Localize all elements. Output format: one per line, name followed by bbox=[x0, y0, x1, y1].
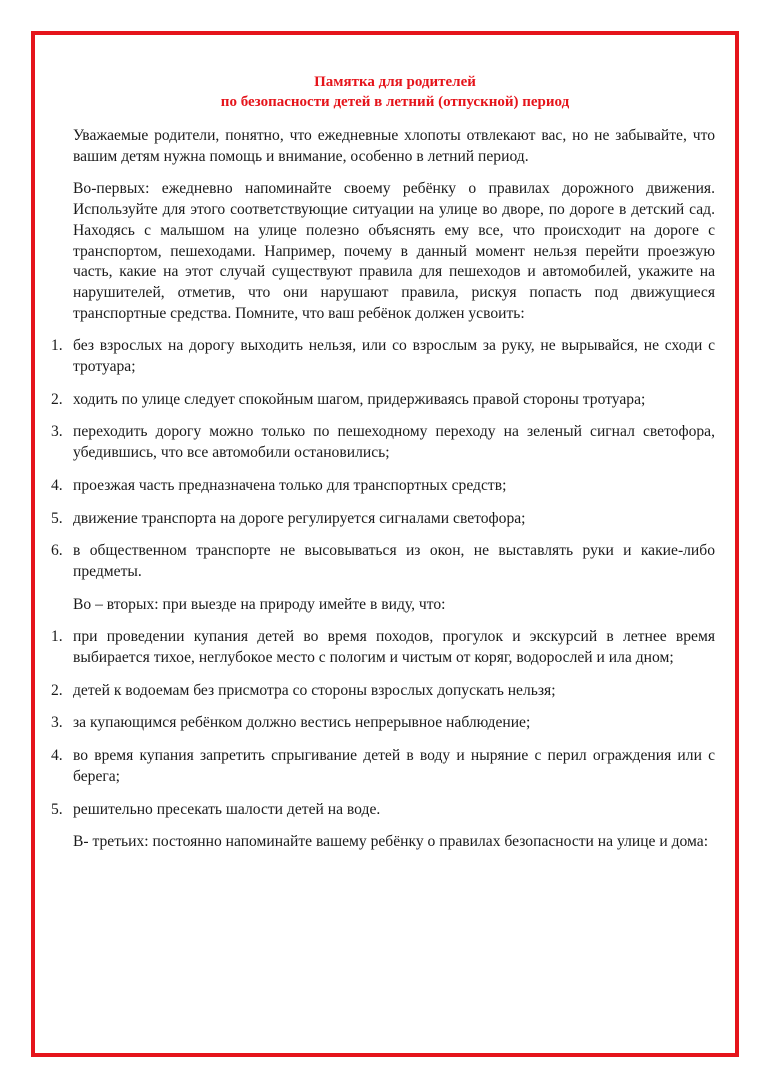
list-item: 5. движение транспорта на дороге регулируется сигналами светофора; bbox=[51, 509, 526, 527]
document-title bbox=[75, 72, 715, 112]
list-item: 4. проезжая часть предназначена только для транспортных средств; bbox=[51, 476, 507, 494]
list-item: 3. за купающимся ребёнком должно вестись непрерывное наблюдение; bbox=[51, 714, 531, 732]
list-item: 3. переходить дорогу можно только по пешеходному переходу на зеленый сигнал светофора, убедившись, что все автомобили остановились; bbox=[51, 423, 715, 462]
second-section-paragraph: Во – вторых: при выезде на природу имейте в виду, что: bbox=[73, 595, 446, 613]
first-section-paragraph: Во-первых: ежедневно напоминайте своему ребёнку о правилах дорожного движения. Используйте для этого соответствующие ситуации на улице во дворе, по дороге в детский сад. Находясь с малышом на улице полезно объяснять ему все, что происходит на дороге с транспортом, пешеходами. Например, почему в данный момент нельзя перейти проезжую часть, какие на этот случай существуют правила для пешеходов и автомобилей, укажите на нарушителей, отметив, что они нарушают правила, рискуя попасть под движущиеся транспортные средства. Помните, что ваш ребёнок должен усвоить: bbox=[73, 180, 715, 322]
title-line-2: по безопасности детей в летний (отпускной) период bbox=[220, 94, 570, 110]
intro-paragraph: Уважаемые родители, понятно, что ежедневные хлопоты отвлекают вас, но не забывайте, что вашим детям нужна помощь и внимание, особенно в летний период. bbox=[73, 127, 715, 165]
list-item: 1. при проведении купания детей во время походов, прогулок и экскурсий в летнее время выбирается тихое, неглубокое место с пологим и чистым от коряг, водорослей и ила дном; bbox=[51, 628, 715, 667]
list-item: 2. детей к водоемам без присмотра со стороны взрослых допускать нельзя; bbox=[51, 681, 556, 699]
list-item: 1. без взрослых на дорогу выходить нельзя, или со взрослым за руку, не вырывайся, не сходи с тротуара; bbox=[51, 337, 715, 376]
title-line-1: Памятка для родителей bbox=[314, 74, 476, 90]
list-item: 6. в общественном транспорте не высовываться из окон, не выставлять руки и какие-либо предметы. bbox=[51, 542, 715, 580]
list-item: 2. ходить по улице следует спокойным шагом, придерживаясь правой стороны тротуара; bbox=[51, 390, 646, 408]
document-body bbox=[45, 72, 715, 853]
first-section-list bbox=[45, 336, 715, 582]
list-item: 5. решительно пресекать шалости детей на воде. bbox=[51, 800, 381, 818]
list-item: 4. во время купания запретить спрыгивание детей в воду и ныряние с перил ограждения или с берега; bbox=[51, 747, 715, 785]
third-section-paragraph: В- третьих: постоянно напоминайте вашему ребёнку о правилах безопасности на улице и дома: bbox=[73, 833, 709, 851]
second-section-list bbox=[45, 627, 715, 820]
